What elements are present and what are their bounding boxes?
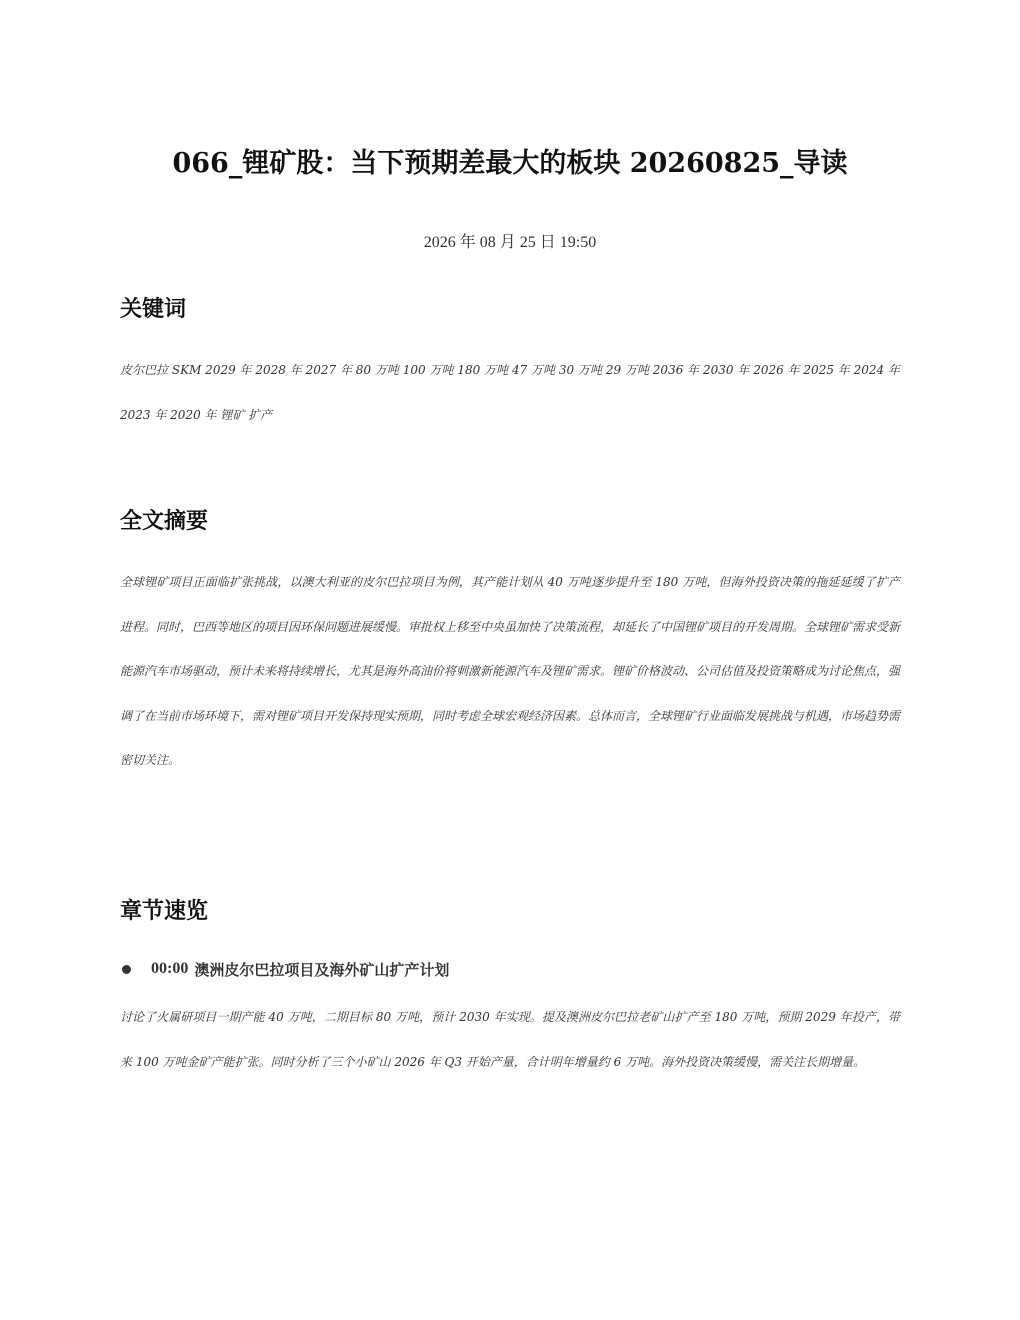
chapters-heading: 章节速览 (120, 899, 209, 924)
keywords-text: 皮尔巴拉 SKM 2029 年 2028 年 2027 年 80 万吨 100 万吨 180 万吨 47 万吨 30 万吨 29 万吨 2036 年 2030 年 2026 年 2025 年 2024 年 2023 年 2020 年 锂矿 扩产 (120, 363, 900, 422)
document-datetime: 2026 年 08 月 25 日 19:50 (423, 234, 597, 251)
chapter-title: 澳洲皮尔巴拉项目及海外矿山扩产计划 (194, 960, 450, 979)
chapter-text: 讨论了火属研项目一期产能 40 万吨，二期目标 80 万吨，预计 2030 年实现。提及澳洲皮尔巴拉老矿山扩产至 180 万吨，预期 2029 年投产，带来 100 万吨金矿产能扩张。同时分析了三个小矿山 2026 年 Q3 开始产量，合计明年增量约 6 万吨。海外投资决策缓慢，需关注长期增量。 (120, 1010, 900, 1069)
chapter-timestamp: 00:00 (151, 960, 189, 977)
document-title: 066_锂矿股：当下预期差最大的板块 20260825_导读 (172, 148, 848, 179)
summary-heading: 全文摘要 (120, 509, 209, 534)
bullet-icon (122, 965, 131, 974)
keywords-heading: 关键词 (120, 297, 187, 322)
chapter-item-heading (120, 956, 449, 982)
summary-text: 全球锂矿项目正面临扩张挑战，以澳大利亚的皮尔巴拉项目为例，其产能计划从 40 万吨逐步提升至 180 万吨，但海外投资决策的拖延延缓了扩产进程。同时，巴西等地区的项目因环保问题进展缓慢。审批权上移至中央虽加快了决策流程，却延长了中国锂矿项目的开发周期。全球锂矿需求受新能源汽车市场驱动，预计未来将持续增长，尤其是海外高油价将刺激新能源汽车及锂矿需求。锂矿价格波动、公司估值及投资策略成为讨论焦点，强调了在当前市场环境下，需对锂矿项目开发保持现实预期，同时考虑全球宏观经济因素。总体而言，全球锂矿行业面临发展挑战与机遇，市场趋势需密切关注。 (120, 575, 901, 767)
